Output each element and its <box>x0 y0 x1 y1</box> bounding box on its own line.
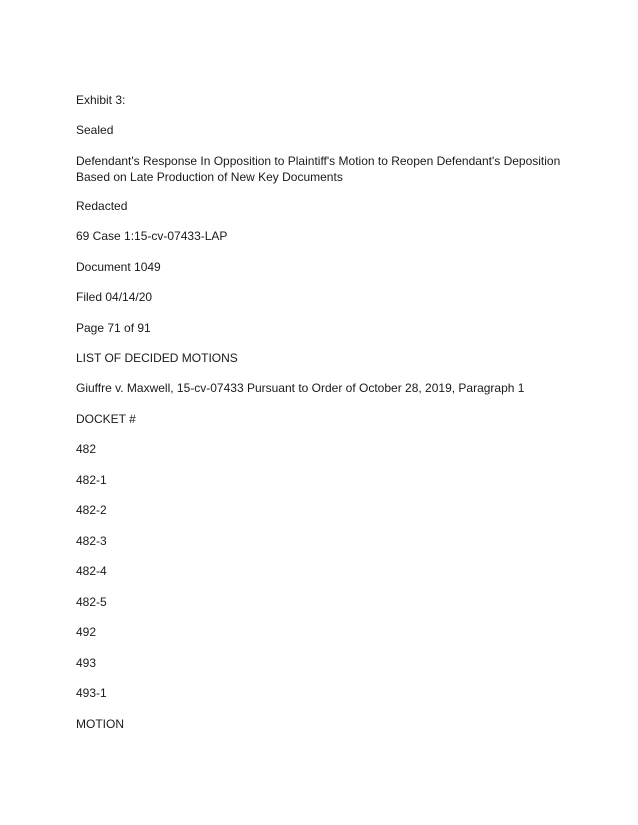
document-number: Document 1049 <box>76 260 161 274</box>
case-number: 69 Case 1:15-cv-07433-LAP <box>76 229 228 243</box>
filed-date: Filed 04/14/20 <box>76 290 153 304</box>
document-title <box>76 153 566 185</box>
docket-entry: 493-1 <box>76 686 107 700</box>
motion-header: MOTION <box>76 717 124 731</box>
docket-entry: 493 <box>76 656 97 670</box>
docket-entry: 482 <box>76 442 97 456</box>
docket-entry: 482-2 <box>76 503 107 517</box>
docket-entry: 492 <box>76 625 97 639</box>
document-title-line-1: Defendant's Response In Opposition to Plaintiff's Motion to Reopen Defendant's Deposition <box>76 154 561 168</box>
list-heading: LIST OF DECIDED MOTIONS <box>76 351 238 365</box>
docket-entry: 482-5 <box>76 595 107 609</box>
docket-header: DOCKET # <box>76 412 136 426</box>
page-number: Page 71 of 91 <box>76 321 151 335</box>
docket-entry: 482-1 <box>76 473 107 487</box>
document-title-line-2: Based on Late Production of New Key Documents <box>76 170 343 184</box>
exhibit-label: Exhibit 3: <box>76 93 126 107</box>
docket-entry: 482-4 <box>76 564 107 578</box>
redacted-label: Redacted <box>76 199 128 213</box>
case-caption: Giuffre v. Maxwell, 15-cv-07433 Pursuant to Order of October 28, 2019, Paragraph 1 <box>76 381 525 395</box>
docket-entry: 482-3 <box>76 534 107 548</box>
sealed-label: Sealed <box>76 123 114 137</box>
